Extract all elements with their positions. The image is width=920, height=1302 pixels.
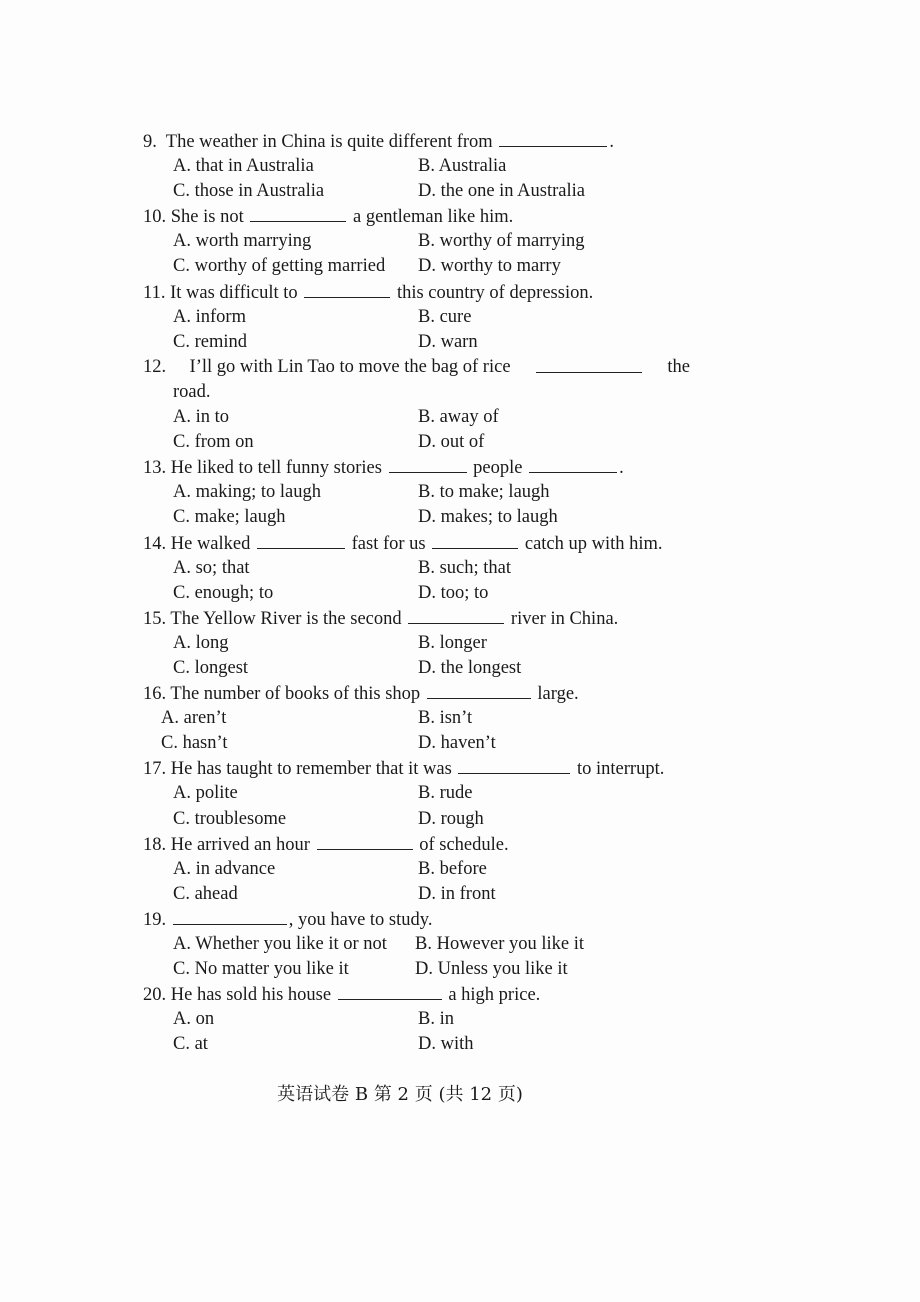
question-13-stem (143, 455, 703, 480)
option-a[interactable]: A. worth marrying (173, 231, 312, 252)
question-text-middle: people (473, 458, 523, 479)
question-number: 9. (143, 132, 157, 152)
question-12-stem (143, 355, 690, 380)
question-text: The Yellow River is the second (170, 608, 402, 629)
question-text-end: . (619, 458, 624, 479)
question-9-options-row-1 (143, 154, 703, 179)
option-d[interactable]: D. Unless you like it (415, 959, 568, 980)
question-text: The number of books of this shop (170, 684, 421, 705)
question-12-stem-continued (143, 380, 703, 405)
option-c[interactable]: C. make; laugh (173, 507, 286, 528)
question-10-stem (143, 204, 703, 229)
option-a[interactable]: A. that in Australia (173, 156, 314, 177)
question-14-stem (143, 531, 703, 556)
option-c[interactable]: C. ahead (173, 883, 238, 904)
option-b[interactable]: B. such; that (418, 557, 512, 578)
question-text: She is not (170, 207, 244, 228)
option-b[interactable]: B. isn’t (418, 708, 473, 729)
question-17-options-row-1 (143, 781, 703, 806)
answer-blank (173, 907, 287, 925)
question-number: 14. (143, 533, 167, 554)
option-b[interactable]: B. However you like it (415, 934, 585, 954)
question-18-options-row-2 (143, 882, 703, 907)
question-17-options-row-2 (143, 807, 703, 832)
question-number: 12. (143, 356, 167, 377)
option-d[interactable]: D. haven’t (418, 733, 496, 754)
answer-blank (250, 204, 346, 222)
question-14-options-row-2 (143, 581, 703, 606)
question-text-end: this country of depression. (396, 282, 594, 303)
question-number: 10. (143, 207, 167, 228)
question-15-options-row-1 (143, 631, 703, 656)
question-text-end: of schedule. (419, 834, 509, 855)
question-number: 11. (143, 282, 166, 303)
option-b[interactable]: B. worthy of marrying (418, 231, 585, 252)
question-20-options-row-2 (143, 1032, 703, 1057)
question-text-end: river in China. (510, 608, 619, 629)
question-11-options-row-1 (143, 305, 703, 330)
question-number: 17. (143, 759, 167, 780)
option-c[interactable]: C. No matter you like it (173, 959, 349, 980)
question-list (143, 129, 703, 1057)
question-text-end: . (609, 132, 614, 152)
question-text-end: catch up with him. (524, 533, 663, 554)
option-b[interactable]: B. cure (418, 306, 472, 327)
question-text: It was difficult to (170, 282, 298, 303)
option-c[interactable]: C. those in Australia (173, 181, 325, 202)
option-a[interactable]: A. making; to laugh (173, 482, 321, 503)
option-c[interactable]: C. from on (173, 432, 254, 453)
question-text: He liked to tell funny stories (170, 458, 382, 479)
question-text: I’ll go with Lin Tao to move the bag of rice (189, 356, 511, 377)
option-a[interactable]: A. in to (173, 407, 230, 428)
question-text: He arrived an hour (170, 834, 310, 855)
question-16-options-row-1 (143, 706, 703, 731)
question-text: He walked (170, 533, 251, 554)
option-d[interactable]: D. with (418, 1034, 474, 1055)
option-d[interactable]: D. out of (418, 432, 485, 453)
question-18-options-row-1 (143, 857, 703, 882)
option-a[interactable]: A. long (173, 632, 229, 653)
option-c[interactable]: C. worthy of getting married (173, 256, 386, 277)
question-13-options-row-1 (143, 480, 703, 505)
option-d[interactable]: D. rough (418, 808, 484, 829)
answer-blank (389, 455, 467, 473)
question-11-stem (143, 280, 703, 305)
question-11-options-row-2 (143, 330, 703, 355)
question-15-options-row-2 (143, 656, 703, 681)
option-c[interactable]: C. troublesome (173, 808, 287, 829)
question-text-end: to interrupt. (577, 759, 665, 780)
question-17-stem (143, 756, 703, 781)
question-15-stem (143, 606, 703, 631)
option-a[interactable]: A. so; that (173, 557, 250, 578)
question-10-options-row-2 (143, 254, 703, 279)
answer-blank (536, 355, 642, 373)
question-12-options-row-2 (143, 430, 703, 455)
option-b[interactable]: B. longer (418, 632, 487, 653)
answer-blank (338, 982, 442, 1000)
answer-blank (317, 832, 413, 850)
option-d[interactable]: D. in front (418, 883, 496, 904)
answer-blank (529, 455, 617, 473)
option-c[interactable]: C. at (173, 1034, 208, 1055)
answer-blank (499, 129, 607, 147)
question-9-stem (143, 129, 703, 154)
page-footer: 英语试卷 B 第 2 页 (共 12 页) (277, 1084, 523, 1105)
option-d[interactable]: D. the longest (418, 657, 522, 678)
option-d[interactable]: D. too; to (418, 582, 489, 603)
question-text-end: , you have to study. (288, 909, 433, 930)
question-13-options-row-2 (143, 505, 703, 530)
option-d[interactable]: D. warn (418, 331, 478, 352)
option-b[interactable]: B. to make; laugh (418, 482, 550, 503)
option-c[interactable]: C. longest (173, 657, 249, 678)
question-text-continued: road. (173, 381, 211, 402)
answer-blank (408, 606, 504, 624)
question-text-end: the (667, 356, 690, 377)
option-d[interactable]: D. makes; to laugh (418, 507, 558, 528)
question-text: The weather in China is quite different from (165, 132, 493, 152)
answer-blank (432, 531, 518, 549)
question-16-stem (143, 681, 703, 706)
option-a[interactable]: A. Whether you like it or not (173, 934, 387, 954)
question-18-stem (143, 832, 703, 857)
question-number: 19. (143, 909, 167, 930)
option-a[interactable]: A. inform (173, 306, 246, 327)
question-number: 15. (143, 608, 167, 629)
question-text-end: a gentleman like him. (352, 207, 514, 228)
option-c[interactable]: C. remind (173, 331, 247, 352)
question-10-options-row-1 (143, 229, 703, 254)
question-number: 16. (143, 684, 167, 705)
option-a[interactable]: A. aren’t (161, 708, 227, 729)
question-9-options-row-2 (143, 179, 703, 204)
option-b[interactable]: B. in (418, 1009, 454, 1030)
option-d[interactable]: D. the one in Australia (418, 181, 585, 202)
question-12-options-row-1 (143, 405, 703, 430)
answer-blank (427, 681, 531, 699)
question-text: He has sold his house (170, 985, 332, 1006)
option-c[interactable]: C. enough; to (173, 582, 274, 603)
question-19-options-row-2 (143, 957, 703, 982)
question-text: He has taught to remember that it was (170, 759, 452, 780)
option-b[interactable]: B. before (418, 858, 487, 879)
option-a[interactable]: A. polite (173, 783, 238, 804)
option-c[interactable]: C. hasn’t (161, 733, 228, 754)
question-number: 18. (143, 834, 167, 855)
option-b[interactable]: B. away of (418, 407, 499, 428)
question-16-options-row-2 (143, 731, 703, 756)
question-text-middle: fast for us (351, 533, 426, 554)
question-text-end: large. (537, 684, 579, 705)
question-19-stem (143, 907, 703, 932)
option-a[interactable]: A. on (173, 1009, 215, 1030)
option-d[interactable]: D. worthy to marry (418, 256, 561, 277)
question-number: 13. (143, 458, 167, 479)
option-b[interactable]: B. rude (418, 783, 473, 804)
answer-blank (458, 756, 570, 774)
question-14-options-row-1 (143, 556, 703, 581)
question-number: 20. (143, 985, 167, 1006)
option-a[interactable]: A. in advance (173, 858, 276, 879)
answer-blank (257, 531, 345, 549)
question-19-options-row-1 (143, 932, 703, 957)
answer-blank (304, 280, 390, 298)
question-20-options-row-1 (143, 1007, 703, 1032)
question-text-end: a high price. (448, 985, 541, 1006)
option-b[interactable]: B. Australia (418, 156, 507, 177)
question-20-stem (143, 982, 703, 1007)
